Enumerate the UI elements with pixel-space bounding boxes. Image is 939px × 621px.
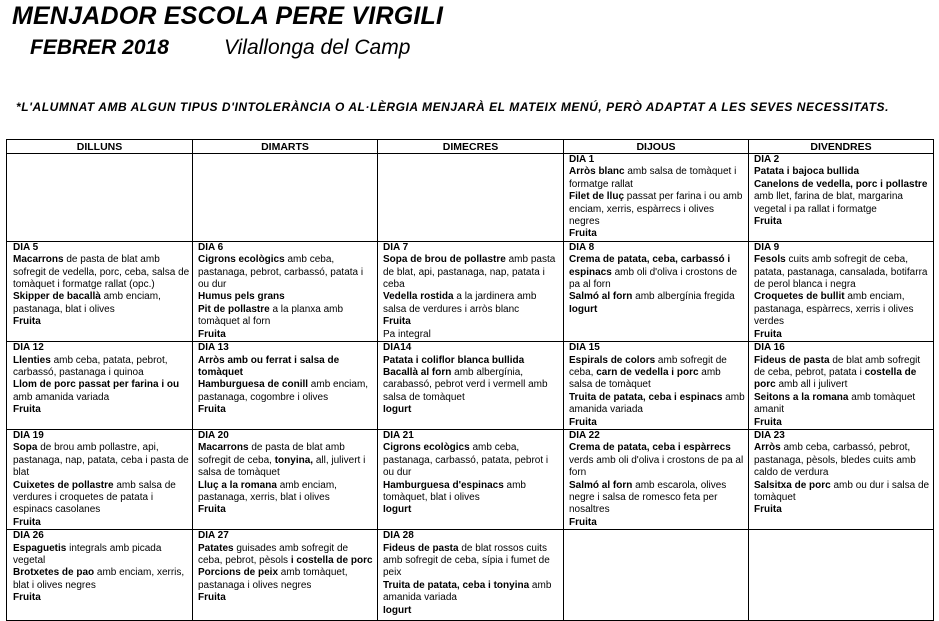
dish-line	[383, 480, 561, 505]
empty-day-cell	[7, 154, 193, 242]
dish-description: de pasta de blat amb sofregit de ceba,	[198, 442, 345, 466]
dish-line	[13, 592, 190, 604]
dish-name: Fruita	[13, 592, 41, 604]
day-cell	[193, 429, 378, 529]
dish-description: amb ceba, pastanaga, pebrot, carbassó, patata i ou dur	[198, 254, 364, 291]
dish-name: Hamburguesa d'espinacs	[383, 479, 504, 491]
dish-line	[383, 580, 561, 605]
dish-name: Arròs	[754, 442, 781, 454]
dish-description: amb ceba, patata, pebrot, carbassó, pastanaga i quinoa	[13, 354, 168, 378]
dish-description: Pa integral	[383, 328, 431, 340]
dish-name: Humus pels grans	[198, 291, 285, 303]
dish-description: amb escarola, olives negre i salsa de romesco feta per nosaltres	[569, 479, 727, 516]
day-label: DIA 26	[13, 530, 44, 542]
day-label: DIA 7	[383, 241, 409, 253]
week-row	[7, 342, 934, 430]
dish-line	[569, 304, 746, 316]
dish-line	[754, 442, 931, 479]
dish-name: Fruita	[198, 504, 226, 516]
day-cell	[749, 154, 934, 242]
town-label: Vilallonga del Camp	[224, 36, 411, 59]
menu-table	[6, 139, 934, 621]
dish-description: amb sofregit de ceba,	[569, 354, 727, 378]
allergy-notice: *L'ALUMNAT AMB ALGUN TIPUS D'INTOLERÀNCIA O AL·LÈRGIA MENJARÀ EL MATEIX MENÚ, PERÒ ADAPTAT A LES SEVES NECESSITATS.	[16, 100, 889, 114]
weekday-header: DIJOUS	[564, 140, 749, 154]
dish-name: Canelons de vedella, porc i pollastre	[754, 178, 928, 190]
dish-name: Brotxetes de pao	[13, 567, 95, 579]
dish-description: amb salsa de tomàquet i formatge rallat	[569, 166, 737, 190]
dish-name: Llenties	[13, 354, 51, 366]
dish-line	[569, 291, 746, 303]
dish-line	[383, 329, 561, 341]
dish-description: amb salsa de verdures i croquetes de patata i espinacs casolanes	[13, 479, 176, 516]
dish-name: Crema de patata, ceba i espàrrecs	[569, 442, 731, 454]
dish-name: Pit de pollastre	[198, 303, 270, 315]
dish-description: guisades amb sofregit de ceba, pebrot, pèsols	[198, 542, 349, 566]
dish-name: Fideus de pasta	[383, 542, 459, 554]
day-cell	[749, 429, 934, 529]
day-label: DIA 6	[198, 241, 224, 253]
dish-description: amb enciam, pastanaga, blat i olives	[13, 291, 161, 315]
dish-line	[198, 480, 375, 505]
dish-name: Fideus de pasta	[754, 354, 830, 366]
dish-description: amb enciam, xerris, blat i olives negres	[13, 567, 185, 591]
dish-name: Porcions de peix	[198, 567, 279, 579]
dish-description: amb pasta de blat, api, pastanaga, nap, patata i ceba	[383, 254, 556, 291]
dish-name: tonyina,	[274, 454, 314, 466]
day-label: DIA 12	[13, 342, 44, 354]
dish-name: Fruita	[13, 404, 41, 416]
dish-description: amb albergínia, carabassó, pebrot verd i vermell amb salsa de tomàquet	[383, 366, 548, 403]
day-label: DIA 13	[198, 342, 229, 354]
dish-name: Fesols	[754, 254, 786, 266]
dish-name: Fruita	[569, 228, 597, 240]
dish-line	[754, 392, 931, 417]
dish-line	[754, 480, 931, 505]
dish-line	[569, 392, 746, 417]
dish-name: Iogurt	[383, 404, 412, 416]
dish-line	[754, 291, 931, 328]
dish-line	[383, 355, 561, 367]
day-cell	[193, 241, 378, 341]
dish-name: Crema de patata, ceba, carbassó i espinacs	[569, 254, 731, 278]
dish-line	[13, 442, 190, 479]
dish-line	[383, 543, 561, 580]
day-cell	[564, 154, 749, 242]
dish-description: a la jardinera amb salsa de verdures i arròs blanc	[383, 291, 537, 315]
weekday-header: DILLUNS	[7, 140, 193, 154]
day-cell	[378, 342, 564, 430]
day-label: DIA 16	[754, 342, 785, 354]
weekday-header: DIMECRES	[378, 140, 564, 154]
dish-name: Arròs blanc	[569, 166, 625, 178]
dish-description: a la planxa amb tomàquet al forn	[198, 303, 344, 328]
dish-name: Fruita	[198, 592, 226, 604]
dish-description: cuits amb sofregit de ceba, patata, pastanaga, cansalada, botifarra de perol blanca i negra	[754, 254, 928, 291]
dish-line	[754, 504, 931, 516]
dish-name: Fruita	[569, 416, 597, 428]
dish-line	[569, 166, 746, 191]
dish-line	[198, 254, 375, 291]
day-cell	[7, 429, 193, 529]
dish-name: Truita de patata, ceba i tonyina	[383, 579, 530, 591]
dish-name: Macarrons	[13, 254, 64, 266]
empty-day-cell	[749, 530, 934, 621]
day-cell	[564, 342, 749, 430]
dish-name: Cigrons ecològics	[198, 254, 285, 266]
menu-body	[7, 154, 934, 621]
dish-line	[754, 254, 931, 291]
dish-line	[754, 355, 931, 392]
day-cell	[7, 241, 193, 341]
dish-name: Salmó al forn	[569, 479, 633, 491]
dish-name: Llom de porc passat per farina i ou	[13, 379, 180, 391]
dish-line	[754, 179, 931, 216]
day-label: DIA 2	[754, 154, 780, 165]
dish-line	[13, 355, 190, 380]
weekday-header-row	[7, 140, 934, 154]
dish-description: de pasta de blat amb sofregit de vedella, porc, ceba, salsa de tomàquet i formatge rallat (opc.)	[13, 254, 190, 291]
dish-name: Fruita	[13, 316, 41, 328]
dish-description: amb ceba, pastanaga, carbassó, patata, pebrot i ou dur	[383, 442, 549, 479]
dish-line	[383, 504, 561, 516]
dish-description: amb ou dur i salsa de tomàquet	[754, 479, 930, 503]
day-label: DIA 22	[569, 429, 600, 441]
day-label: DIA 20	[198, 429, 229, 441]
dish-line	[383, 316, 561, 328]
dish-line	[569, 355, 746, 392]
dish-description: amb amanida variada	[569, 391, 745, 416]
dish-name: Seitons a la romana	[754, 391, 849, 403]
dish-name: Vedella rostida	[383, 291, 454, 303]
dish-description: all, julivert i salsa de tomàquet	[198, 454, 366, 479]
dish-line	[569, 517, 746, 529]
dish-line	[198, 304, 375, 329]
day-label: DIA 15	[569, 342, 600, 354]
dish-line	[569, 191, 746, 228]
dish-name: costella de porc	[754, 366, 917, 391]
dish-line	[13, 480, 190, 517]
dish-name: Filet de lluç	[569, 191, 625, 203]
dish-name: Iogurt	[383, 604, 412, 616]
dish-line	[13, 316, 190, 328]
day-cell	[378, 429, 564, 529]
dish-name: Fruita	[754, 504, 782, 516]
dish-description: amb tomàquet amanit	[754, 391, 916, 416]
dish-line	[198, 592, 375, 604]
dish-name: Fruita	[754, 416, 782, 428]
dish-description: amb oli d'oliva i crostons de pa al forn	[569, 266, 738, 291]
dish-name: Fruita	[198, 404, 226, 416]
dish-name: Skipper de bacallà	[13, 291, 101, 303]
day-cell	[193, 342, 378, 430]
dish-description: verds amb oli d'oliva i crostons de pa al forn	[569, 454, 744, 479]
month-label: FEBRER 2018	[30, 36, 169, 59]
dish-name: Sopa de brou de pollastre	[383, 254, 506, 266]
week-row	[7, 241, 934, 341]
weekday-header: DIMARTS	[193, 140, 378, 154]
dish-line	[383, 367, 561, 404]
dish-name: Lluç a la romana	[198, 479, 277, 491]
dish-name: Arròs amb ou ferrat i salsa de tomàquet	[198, 354, 340, 378]
week-row	[7, 530, 934, 621]
dish-description: integrals amb picada vegetal	[13, 542, 162, 566]
empty-day-cell	[378, 154, 564, 242]
dish-line	[569, 417, 746, 429]
dish-name: Fruita	[13, 516, 41, 528]
dish-description: amb all i julivert	[775, 379, 848, 391]
dish-line	[198, 379, 375, 404]
day-cell	[564, 241, 749, 341]
day-cell	[378, 241, 564, 341]
dish-line	[198, 404, 375, 416]
dish-line	[198, 355, 375, 380]
dish-line	[198, 504, 375, 516]
dish-name: Fruita	[569, 516, 597, 528]
dish-name: Espaguetis	[13, 542, 67, 554]
dish-line	[754, 417, 931, 429]
dish-name: Cuixetes de pollastre	[13, 479, 114, 491]
dish-description: de blat rossos cuits amb sofregit de ceba, sípia i fumet de peix	[383, 542, 550, 579]
dish-name: Croquetes de bullit	[754, 291, 845, 303]
day-cell	[193, 530, 378, 621]
dish-description: amb amanida variada	[13, 391, 110, 403]
day-label: DIA 8	[569, 241, 595, 253]
dish-name: Bacallà al forn	[383, 366, 452, 378]
dish-line	[198, 442, 375, 479]
dish-name: Sopa	[13, 442, 38, 454]
day-cell	[749, 241, 934, 341]
dish-line	[754, 329, 931, 341]
dish-line	[383, 605, 561, 617]
dish-name: Salsitxa de porc	[754, 479, 831, 491]
week-row	[7, 429, 934, 529]
day-label: DIA 9	[754, 241, 780, 253]
dish-line	[754, 216, 931, 228]
empty-day-cell	[193, 154, 378, 242]
day-label: DIA 27	[198, 530, 229, 542]
dish-description: passat per farina i ou amb enciam, xerris, espàrrecs i olives negres	[569, 191, 743, 228]
dish-name: Iogurt	[569, 303, 598, 315]
dish-name: Fruita	[754, 216, 782, 228]
dish-name: Patata i coliflor blanca bullida	[383, 354, 525, 366]
dish-line	[198, 567, 375, 592]
dish-description: amb enciam, pastanaga, cogombre i olives	[198, 379, 369, 403]
dish-line	[13, 567, 190, 592]
dish-name: Patates	[198, 542, 234, 554]
dish-line	[569, 228, 746, 240]
day-label: DIA14	[383, 342, 412, 354]
dish-line	[13, 291, 190, 316]
weekday-header: DIVENDRES	[749, 140, 934, 154]
dish-name: Truita de patata, ceba i espinacs	[569, 391, 723, 403]
dish-name: Hamburguesa de conill	[198, 379, 309, 391]
dish-line	[383, 404, 561, 416]
dish-line	[569, 254, 746, 291]
dish-description: de blat amb sofregit de ceba, pebrot, patata i	[754, 354, 921, 378]
dish-description: amb tomàquet, pastanaga i olives negres	[198, 567, 348, 591]
dish-line	[13, 543, 190, 568]
dish-description: amb ceba, carbassó, pebrot, pastanaga, pèsols, bledes cuits amb caldo de verdura	[754, 442, 916, 479]
day-label: DIA 1	[569, 154, 595, 165]
dish-line	[569, 442, 746, 479]
dish-line	[754, 166, 931, 178]
dish-name: i costella de porc	[290, 555, 373, 566]
dish-name: Salmó al forn	[569, 291, 633, 303]
dish-name: Fruita	[754, 328, 782, 340]
dish-name: Cigrons ecològics	[383, 442, 470, 454]
dish-line	[383, 291, 561, 316]
dish-name: Espirals de colors	[569, 354, 656, 366]
dish-name: Macarrons	[198, 442, 249, 454]
dish-line	[198, 543, 375, 568]
dish-name: Iogurt	[383, 504, 412, 516]
dish-name: Patata i bajoca bullida	[754, 166, 860, 178]
dish-name: Fruita	[383, 316, 411, 328]
day-cell	[378, 530, 564, 621]
dish-line	[13, 254, 190, 291]
dish-description: amb enciam, pastanaga, espàrrecs, xerris i olives verdes	[754, 291, 914, 328]
dish-description: amb tomàquet, blat i olives	[383, 479, 526, 503]
dish-line	[13, 517, 190, 529]
dish-description: amb llet, farina de blat, margarina vegetal i pa rallat i formatge	[754, 191, 903, 215]
dish-line	[198, 329, 375, 341]
day-label: DIA 23	[754, 429, 785, 441]
page-title: MENJADOR ESCOLA PERE VIRGILI	[12, 2, 444, 30]
dish-line	[569, 480, 746, 517]
dish-description: de brou amb pollastre, api, pastanaga, nap, patata, ceba i pasta de blat	[13, 442, 189, 479]
day-label: DIA 28	[383, 530, 414, 542]
dish-name: carn de vedella i porc	[596, 366, 699, 378]
dish-line	[383, 254, 561, 291]
dish-description: amb enciam, pastanaga, xerris, blat i olives	[198, 479, 337, 503]
day-cell	[7, 342, 193, 430]
dish-line	[383, 442, 561, 479]
dish-description: amb albergínia fregida	[632, 291, 735, 303]
day-cell	[564, 429, 749, 529]
week-row	[7, 154, 934, 242]
day-label: DIA 21	[383, 429, 414, 441]
dish-line	[13, 379, 190, 404]
dish-description: amb salsa de tomàquet	[569, 366, 721, 391]
empty-day-cell	[564, 530, 749, 621]
day-cell	[7, 530, 193, 621]
dish-name: Fruita	[198, 328, 226, 340]
day-label: DIA 19	[13, 429, 44, 441]
dish-description: amb amanida variada	[383, 579, 552, 604]
dish-line	[198, 291, 375, 303]
day-label: DIA 5	[13, 241, 39, 253]
day-cell	[749, 342, 934, 430]
dish-line	[13, 404, 190, 416]
